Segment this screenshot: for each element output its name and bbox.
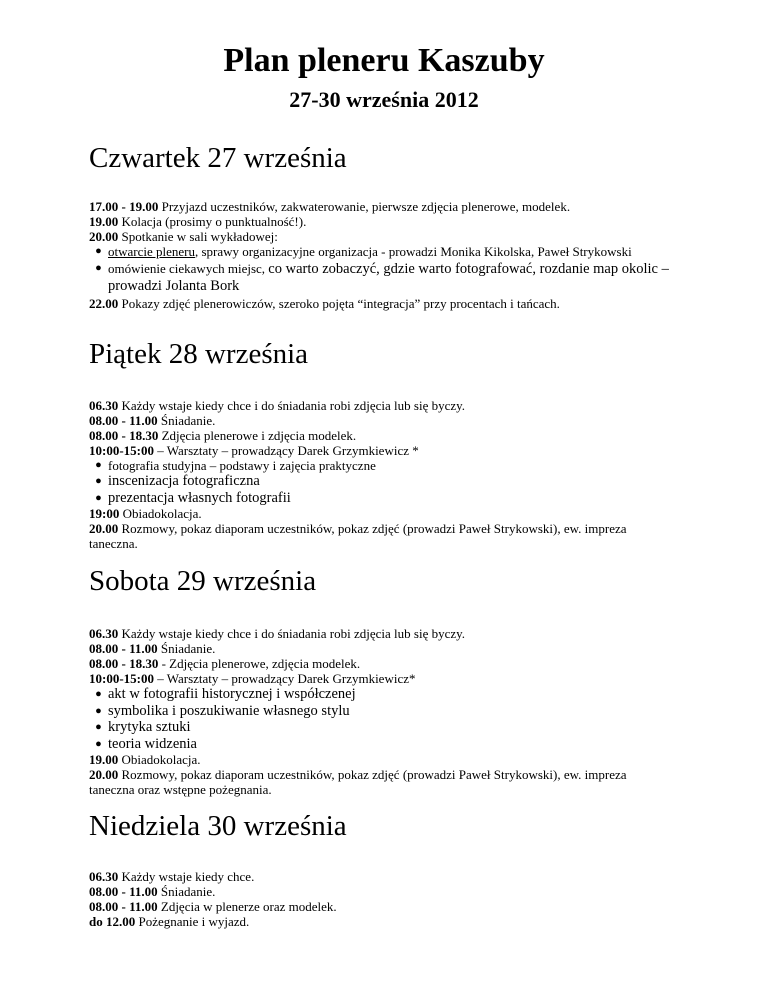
schedule-entry — [89, 656, 689, 671]
entry-time: 22.00 — [89, 296, 119, 311]
entry-text: Każdy wstaje kiedy chce i do śniadania robi zdjęcia lub się byczy. — [118, 398, 466, 413]
entry-time: 06.30 — [89, 626, 119, 641]
entry-text: Przyjazd uczestników, zakwaterowanie, pierwsze zdjęcia plenerowe, modelek. — [158, 199, 571, 214]
entry-text: Spotkanie w sali wykładowej: — [118, 229, 278, 244]
list-item-text: akt w fotografii historycznej i współczenej — [108, 686, 356, 702]
day-heading-friday: Piątek 28 września — [89, 338, 309, 370]
day-schedule-thursday — [89, 199, 689, 311]
schedule-entry — [89, 767, 649, 797]
schedule-entry — [89, 869, 689, 884]
entry-text: Zdjęcia plenerowe i zdjęcia modelek. — [158, 428, 357, 443]
day-heading-saturday: Sobota 29 września — [89, 565, 317, 597]
entry-time: 08.00 - 11.00 — [89, 884, 158, 899]
list-item — [89, 719, 689, 736]
bullet-icon: ● — [95, 491, 102, 504]
page-title: Plan pleneru Kaszuby — [223, 42, 545, 79]
list-item — [89, 490, 689, 507]
entry-text: Śniadanie. — [157, 413, 216, 428]
entry-text: Rozmowy, pokaz diaporam uczestników, pokaz zdjęć (prowadzi Paweł Strykowski), ew. impreza taneczna oraz wstępne pożegnania. — [89, 767, 627, 797]
bullet-icon: ● — [95, 721, 102, 733]
underlined-text: otwarcie pleneru — [108, 244, 195, 259]
list-item — [89, 736, 689, 753]
list-item-text: symbolika i poszukiwanie własnego stylu — [108, 702, 350, 719]
entry-text: Śniadanie. — [157, 884, 216, 899]
day-schedule-sunday — [89, 869, 689, 929]
schedule-entry — [89, 626, 689, 641]
list-item-text: krytyka sztuki — [108, 719, 191, 735]
schedule-entry — [89, 506, 689, 521]
list-item-text: omówienie ciekawych miejsc, — [108, 261, 269, 276]
entry-text: Rozmowy, pokaz diaporam uczestników, pokaz zdjęć (prowadzi Paweł Strykowski), ew. impreza taneczna. — [89, 521, 627, 551]
entry-text: Pokazy zdjęć plenerowiczów, szeroko pojęta “integracja” przy procentach i tańcach. — [118, 296, 560, 311]
schedule-entry — [89, 199, 689, 214]
schedule-entry — [89, 899, 689, 914]
schedule-entry — [89, 671, 689, 686]
schedule-entry — [89, 641, 689, 656]
bullet-list — [89, 458, 689, 506]
entry-text: Zdjęcia w plenerze oraz modelek. — [157, 899, 337, 914]
entry-text: Każdy wstaje kiedy chce i do śniadania robi zdjęcia lub się byczy. — [118, 626, 466, 641]
day-schedule-friday — [89, 398, 689, 551]
entry-text: – Warsztaty – prowadzący Darek Grzymkiewicz* — [154, 671, 416, 686]
schedule-entry — [89, 413, 689, 428]
entry-time: 19.00 — [89, 752, 119, 767]
bullet-icon: ● — [95, 459, 102, 471]
schedule-entry — [89, 229, 689, 244]
entry-time: 06.30 — [89, 398, 119, 413]
schedule-entry — [89, 914, 689, 929]
entry-time: 10:00-15:00 — [89, 671, 154, 686]
list-item-text: fotografia studyjna – podstawy i zajęcia praktyczne — [108, 458, 376, 473]
bullet-icon: ● — [95, 737, 102, 750]
entry-time: 19.00 — [89, 214, 119, 229]
entry-time: 08.00 - 11.00 — [89, 899, 158, 914]
list-item-text-large: co warto zobaczyć, gdzie warto fotografować, rozdanie map okolic – prowadzi Jolanta Bork — [108, 261, 669, 294]
entry-text: Każdy wstaje kiedy chce. — [118, 869, 255, 884]
list-item-text: prezentacja własnych fotografii — [108, 489, 291, 506]
schedule-entry — [89, 884, 689, 899]
entry-text: – Warsztaty – prowadzący Darek Grzymkiewicz * — [154, 443, 419, 458]
list-item — [89, 244, 673, 259]
page-subtitle: 27-30 września 2012 — [289, 87, 479, 112]
bullet-list — [89, 686, 689, 752]
entry-time: 19:00 — [89, 506, 120, 521]
list-item — [89, 261, 678, 294]
entry-time: 08.00 - 11.00 — [89, 641, 158, 656]
schedule-entry — [89, 296, 689, 311]
list-item — [89, 703, 689, 720]
list-item — [89, 473, 689, 490]
entry-text: Obiadokolacja. — [119, 506, 202, 521]
entry-text: Śniadanie. — [157, 641, 216, 656]
entry-text: Pożegnanie i wyjazd. — [135, 914, 250, 929]
bullet-icon: ● — [95, 475, 102, 487]
schedule-entry — [89, 398, 689, 413]
schedule-entry — [89, 428, 689, 443]
bullet-icon: ● — [95, 704, 102, 717]
entry-time: 17.00 - 19.00 — [89, 199, 159, 214]
day-schedule-saturday — [89, 626, 689, 797]
day-heading-sunday: Niedziela 30 września — [89, 810, 347, 842]
entry-time: 06.30 — [89, 869, 119, 884]
bullet-icon: ● — [95, 245, 102, 257]
entry-time: do 12.00 — [89, 914, 136, 929]
schedule-entry — [89, 752, 689, 767]
entry-text: Obiadokolacja. — [118, 752, 201, 767]
entry-text: Kolacja (prosimy o punktualność!). — [118, 214, 307, 229]
entry-time: 20.00 — [89, 229, 119, 244]
list-item-text: teoria widzenia — [108, 735, 197, 752]
day-heading-thursday: Czwartek 27 września — [89, 142, 347, 174]
entry-time: 20.00 — [89, 767, 119, 782]
bullet-icon: ● — [95, 688, 102, 700]
list-item — [89, 458, 689, 473]
entry-text: - Zdjęcia plenerowe, zdjęcia modelek. — [158, 656, 361, 671]
schedule-entry — [89, 214, 689, 229]
schedule-entry — [89, 521, 649, 551]
entry-time: 08.00 - 18.30 — [89, 428, 159, 443]
list-item — [89, 686, 689, 703]
entry-time: 08.00 - 11.00 — [89, 413, 158, 428]
entry-time: 08.00 - 18.30 — [89, 656, 159, 671]
bullet-list — [89, 244, 689, 294]
entry-time: 20.00 — [89, 521, 119, 536]
schedule-entry — [89, 443, 689, 458]
list-item-text: inscenizacja fotograficzna — [108, 473, 260, 489]
bullet-icon: ● — [95, 262, 102, 274]
list-item-text: , sprawy organizacyjne organizacja - prowadzi Monika Kikolska, Paweł Strykowski — [194, 244, 632, 259]
entry-time: 10:00-15:00 — [89, 443, 154, 458]
